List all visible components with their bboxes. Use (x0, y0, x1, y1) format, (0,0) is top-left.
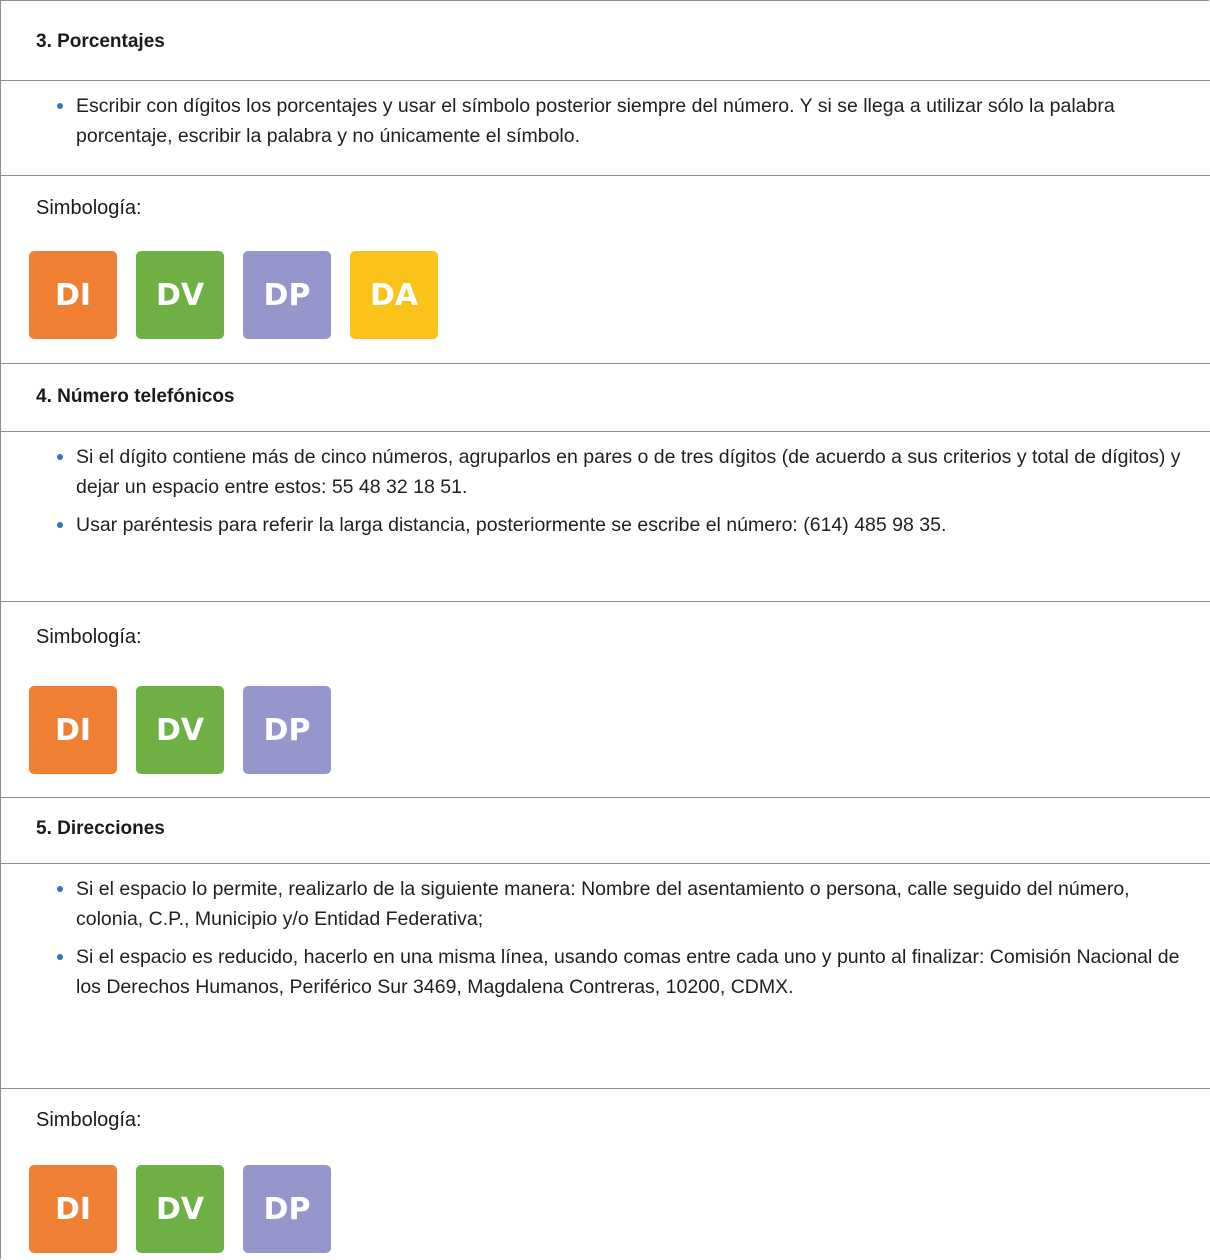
heading-row-porcentajes (1, 1, 1210, 81)
heading-row-telefonicos (1, 364, 1210, 432)
section-heading: 4. Número telefónicos (36, 386, 235, 407)
dv-badge: DV (136, 1165, 224, 1253)
di-badge: DI (29, 686, 117, 774)
bullets-row-telefonicos (1, 432, 1210, 602)
list-item: Si el dígito contiene más de cinco números, agruparlos en pares o de tres dígitos (de acuerdo a sus criterios y total de dígitos) y dejar un espacio entre estos: 55 48 32 18 51. (76, 442, 1191, 502)
section-heading: 3. Porcentajes (36, 31, 165, 52)
dv-badge: DV (136, 251, 224, 339)
symbology-label: Simbología: (36, 197, 142, 219)
list-item: Si el espacio lo permite, realizarlo de la siguiente manera: Nombre del asentamiento o persona, calle seguido del número, colonia, C.P., Municipio y/o Entidad Federativa; (76, 874, 1191, 934)
symbology-row-direcciones (1, 1089, 1210, 1260)
symbology-label: Simbología: (36, 1109, 142, 1131)
list-item: Escribir con dígitos los porcentajes y usar el símbolo posterior siempre del número. Y si se llega a utilizar sólo la palabra porcentaje, escribir la palabra y no únicamente el símbolo. (76, 91, 1191, 151)
dp-badge: DP (243, 251, 331, 339)
bullet-list (56, 91, 1191, 159)
bullets-row-direcciones (1, 864, 1210, 1089)
dp-badge: DP (243, 1165, 331, 1253)
bullets-row-porcentajes (1, 81, 1210, 176)
symbology-row-porcentajes (1, 176, 1210, 364)
section-heading: 5. Direcciones (36, 818, 165, 839)
badge-group (29, 686, 331, 774)
da-badge: DA (350, 251, 438, 339)
symbology-row-telefonicos (1, 602, 1210, 798)
bullet-list (56, 874, 1191, 1010)
badge-group (29, 1165, 331, 1253)
badge-group (29, 251, 438, 339)
dv-badge: DV (136, 686, 224, 774)
list-item: Si el espacio es reducido, hacerlo en una misma línea, usando comas entre cada uno y punto al finalizar: Comisión Nacional de los Derechos Humanos, Periférico Sur 3469, Magdalena Contreras, 10200, CDMX. (76, 942, 1191, 1002)
dp-badge: DP (243, 686, 331, 774)
di-badge: DI (29, 251, 117, 339)
heading-row-direcciones (1, 798, 1210, 864)
list-item: Usar paréntesis para referir la larga distancia, posteriormente se escribe el número: (614) 485 98 35. (76, 510, 1191, 540)
di-badge: DI (29, 1165, 117, 1253)
bullet-list (56, 442, 1191, 548)
symbology-label: Simbología: (36, 626, 142, 648)
